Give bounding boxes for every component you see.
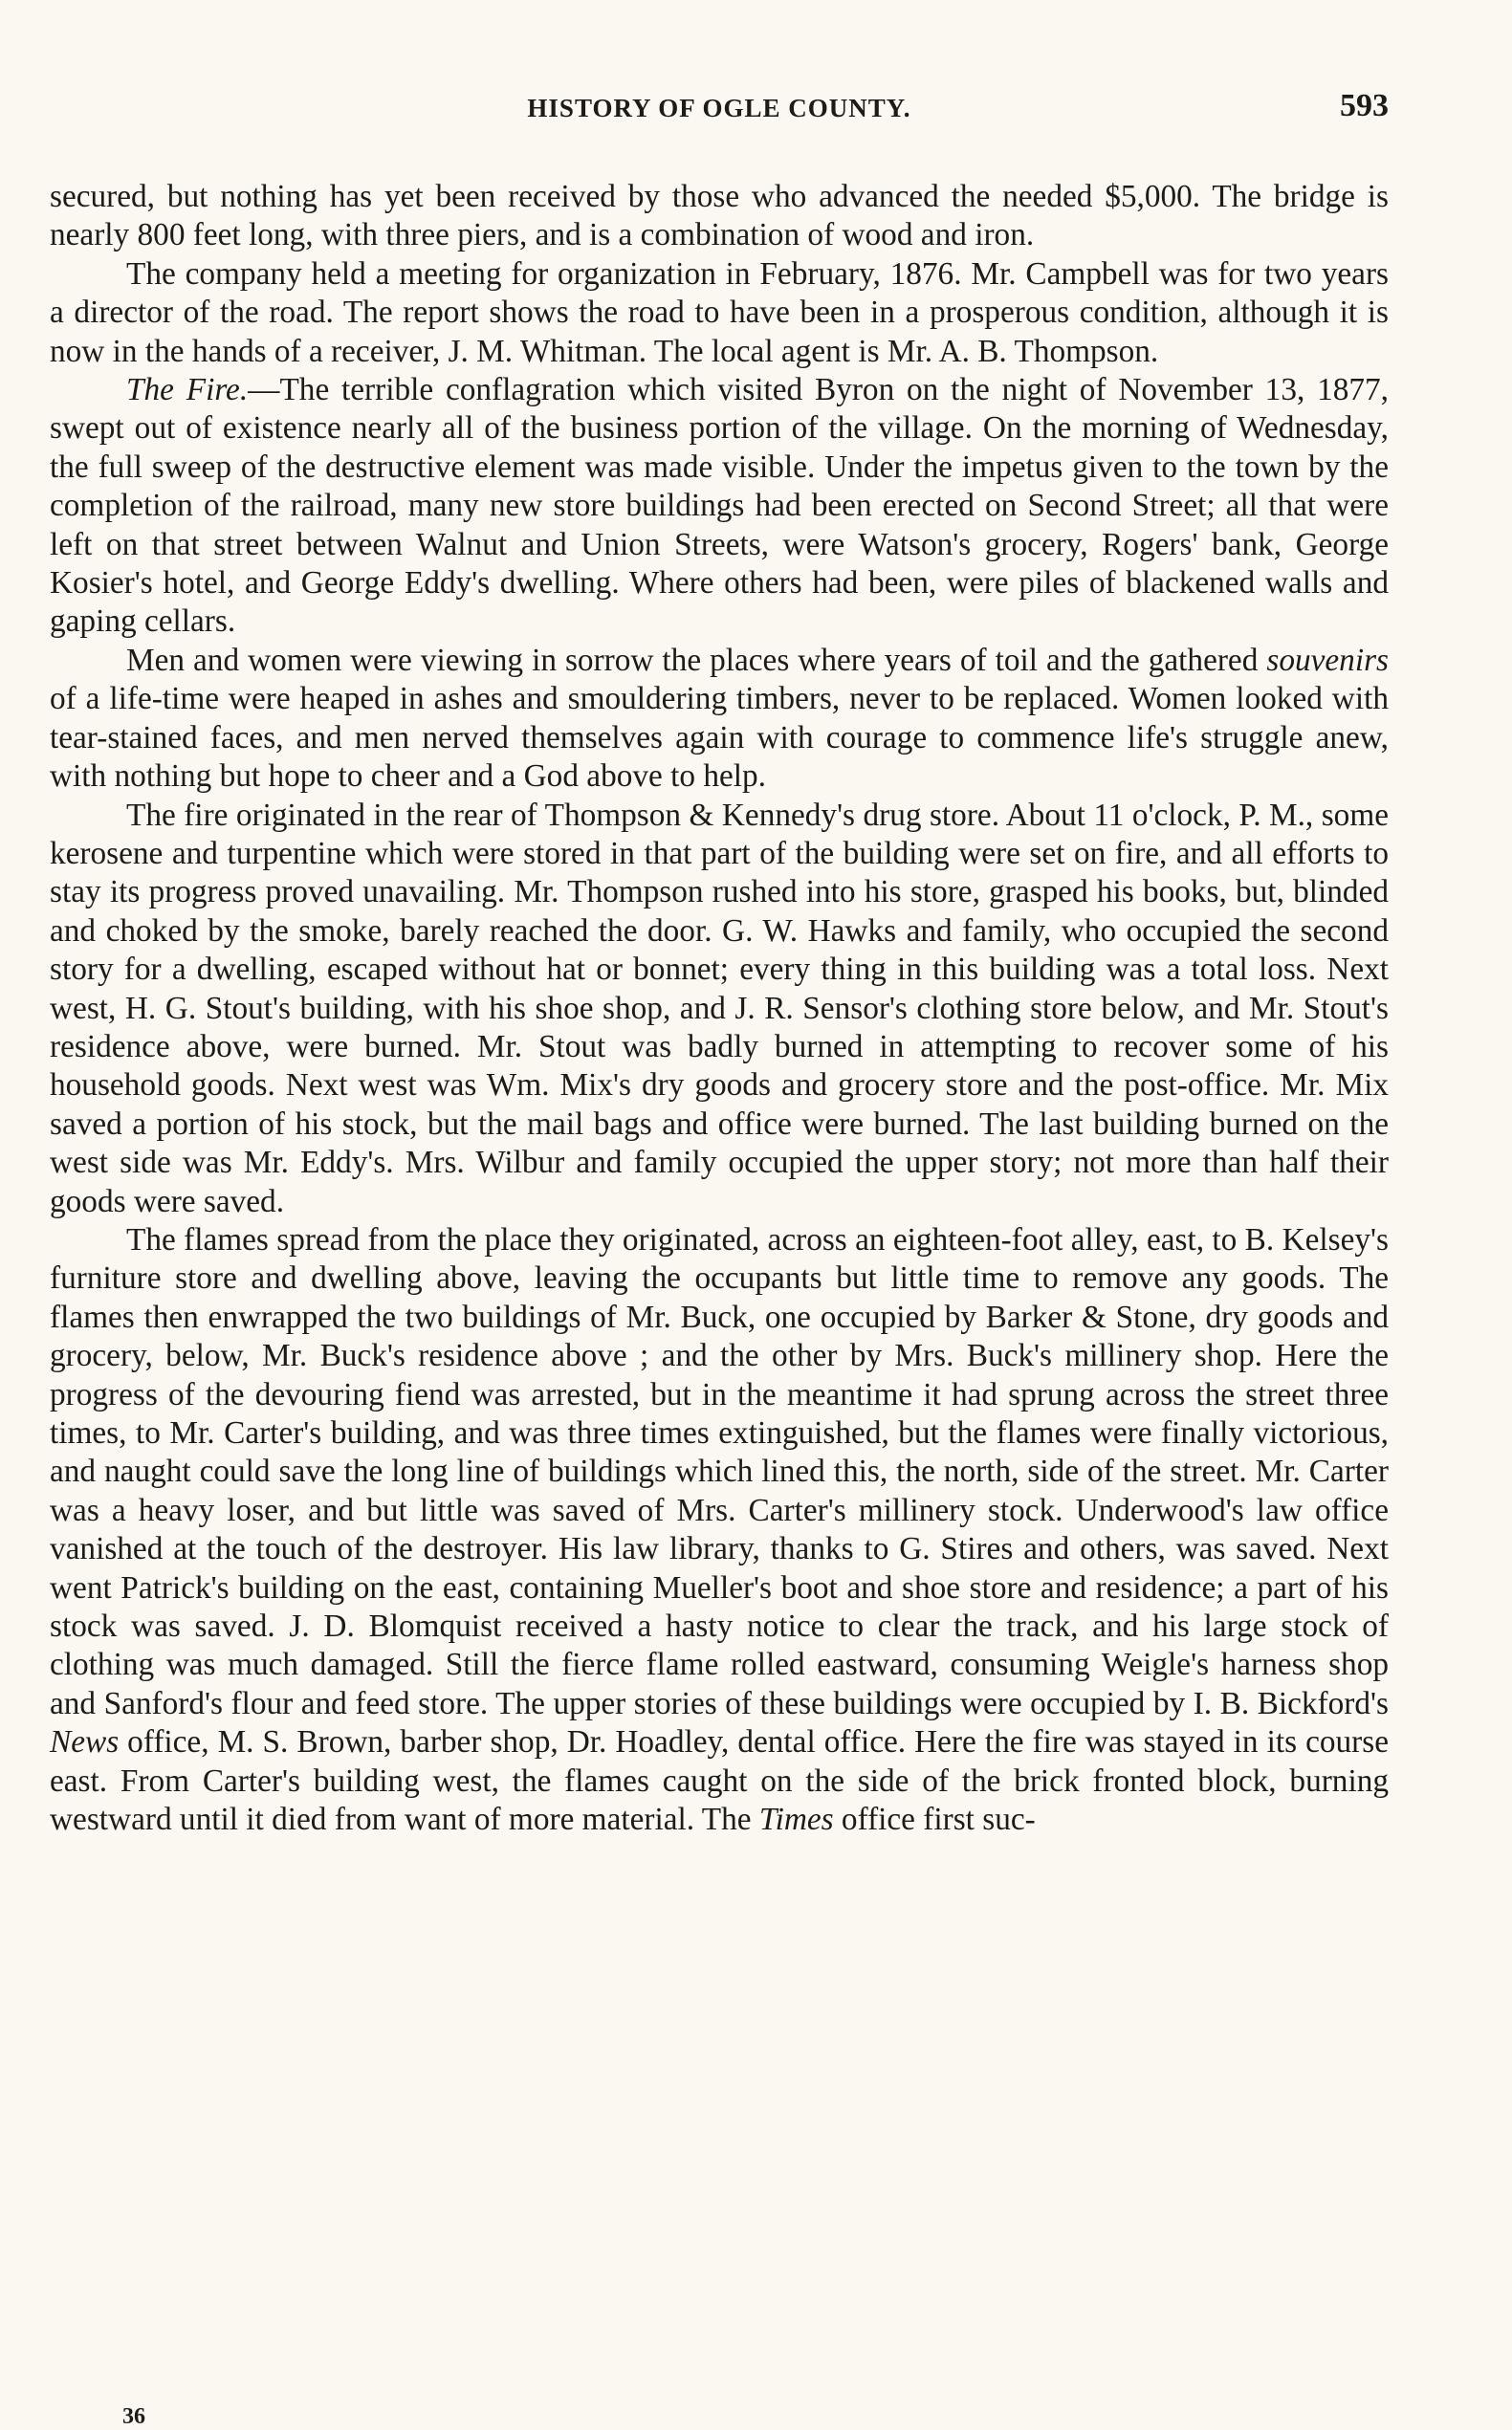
running-title: HISTORY OF OGLE COUNTY. (527, 94, 911, 122)
page-number: 593 (1340, 88, 1389, 123)
section-heading-the-fire: The Fire. (126, 372, 249, 408)
book-page (50, 0, 1389, 2428)
paragraph-4-text-b: of a life-time were heaped in ashes and smouldering timbers, never to be replaced. Women looked with tear-stained faces, and men nerved themselves again with courage to commence life's struggle anew, with nothing but hope to cheer and a God above to help. (50, 681, 1389, 795)
paragraph-3-text: —The terrible conflagration which visited Byron on the night of November 13, 1877, swept out of existence nearly all of the business portion of the village. On the morning of Wednesday, the full sweep of the destructive element was made visible. Under the impetus given to the town by the completion of the railroad, many new store buildings had been erected on Second Street; all that were left on that street between Walnut and Union Streets, were Watson's grocery, Rogers' bank, George Kosier's hotel, and George Eddy's dwelling. Where others had been, were piles of blackened walls and gaping cellars. (50, 372, 1389, 640)
paragraph-4 (50, 642, 1389, 797)
paragraph-6 (50, 1221, 1389, 1840)
paragraph-6-text-b: office, M. S. Brown, barber shop, Dr. Hoadley, dental office. Here the fire was stayed in its course east. From Carter's building west, the flames caught on the side of the brick fronted block, burning westward until it died from want of more material. The (50, 1724, 1389, 1838)
paragraph-4-text-a: Men and women were viewing in sorrow the places where years of toil and the gathered (126, 642, 1267, 678)
signature-mark: 36 (122, 2404, 145, 2429)
paragraph-6-text-c: office first suc- (833, 1802, 1036, 1838)
page-header (50, 88, 1389, 126)
paragraph-6-text-a: The flames spread from the place they originated, across an eighteen-foot alley, east, to B. Kelsey's furniture store and dwelling above, leaving the occupants but little time to remove any goods. The flames then enwrapped the two buildings of Mr. Buck, one occupied by Barker & Stone, dry goods and grocery, below, Mr. Buck's residence above ; and the other by Mrs. Buck's millinery shop. Here the progress of the devouring fiend was arrested, but in the meantime it had sprung across the street three times, to Mr. Carter's building, and was three times extinguished, but the flames were finally victorious, and naught could save the long line of buildings which lined this, the north, side of the street. Mr. Carter was a heavy loser, and but little was saved of Mrs. Carter's millinery stock. Underwood's law office vanished at the touch of the destroyer. His law library, thanks to G. Stires and others, was saved. Next went Patrick's building on the east, containing Mueller's boot and shoe store and residence; a part of his stock was saved. J. D. Blomquist received a hasty notice to clear the track, and his large stock of clothing was much damaged. Still the fierce flame rolled eastward, consuming Weigle's harness shop and Sanford's flour and feed store. The upper stories of these buildings were occupied by I. B. Bickford's (50, 1221, 1389, 1721)
paragraph-4-italic: souvenirs (1266, 642, 1389, 678)
paragraph-3 (50, 371, 1389, 642)
paragraph-6-italic-times: Times (758, 1802, 834, 1838)
paragraph-1: secured, but nothing has yet been received by those who advanced the needed $5,000. The bridge is nearly 800 feet long, with three piers, and is a combination of wood and iron. (50, 179, 1389, 253)
paragraph-5: The fire originated in the rear of Thompson & Kennedy's drug store. About 11 o'clock, P. M., some kerosene and turpentine which were stored in that part of the building were set on fire, and all efforts to stay its progress proved unavailing. Mr. Thompson rushed into his store, grasped his books, but, blinded and choked by the smoke, barely reached the door. G. W. Hawks and family, who occupied the second story for a dwelling, escaped without hat or bonnet; every thing in this building was a total loss. Next west, H. G. Stout's building, with his shoe shop, and J. R. Sensor's clothing store below, and Mr. Stout's residence above, were burned. Mr. Stout was badly burned in attempting to recover some of his household goods. Next west was Wm. Mix's dry goods and grocery store and the post-office. Mr. Mix saved a portion of his stock, but the mail bags and office were burned. The last building burned on the west side was Mr. Eddy's. Mrs. Wilbur and family occupied the upper story; not more than half their goods were saved. (50, 797, 1389, 1219)
paragraph-2: The company held a meeting for organization in February, 1876. Mr. Campbell was for two years a director of the road. The report shows the road to have been in a prosperous condition, although it is now in the hands of a receiver, J. M. Whitman. The local agent is Mr. A. B. Thompson. (50, 255, 1389, 369)
paragraph-6-italic-news: News (50, 1724, 120, 1761)
body-text (50, 178, 1389, 1839)
